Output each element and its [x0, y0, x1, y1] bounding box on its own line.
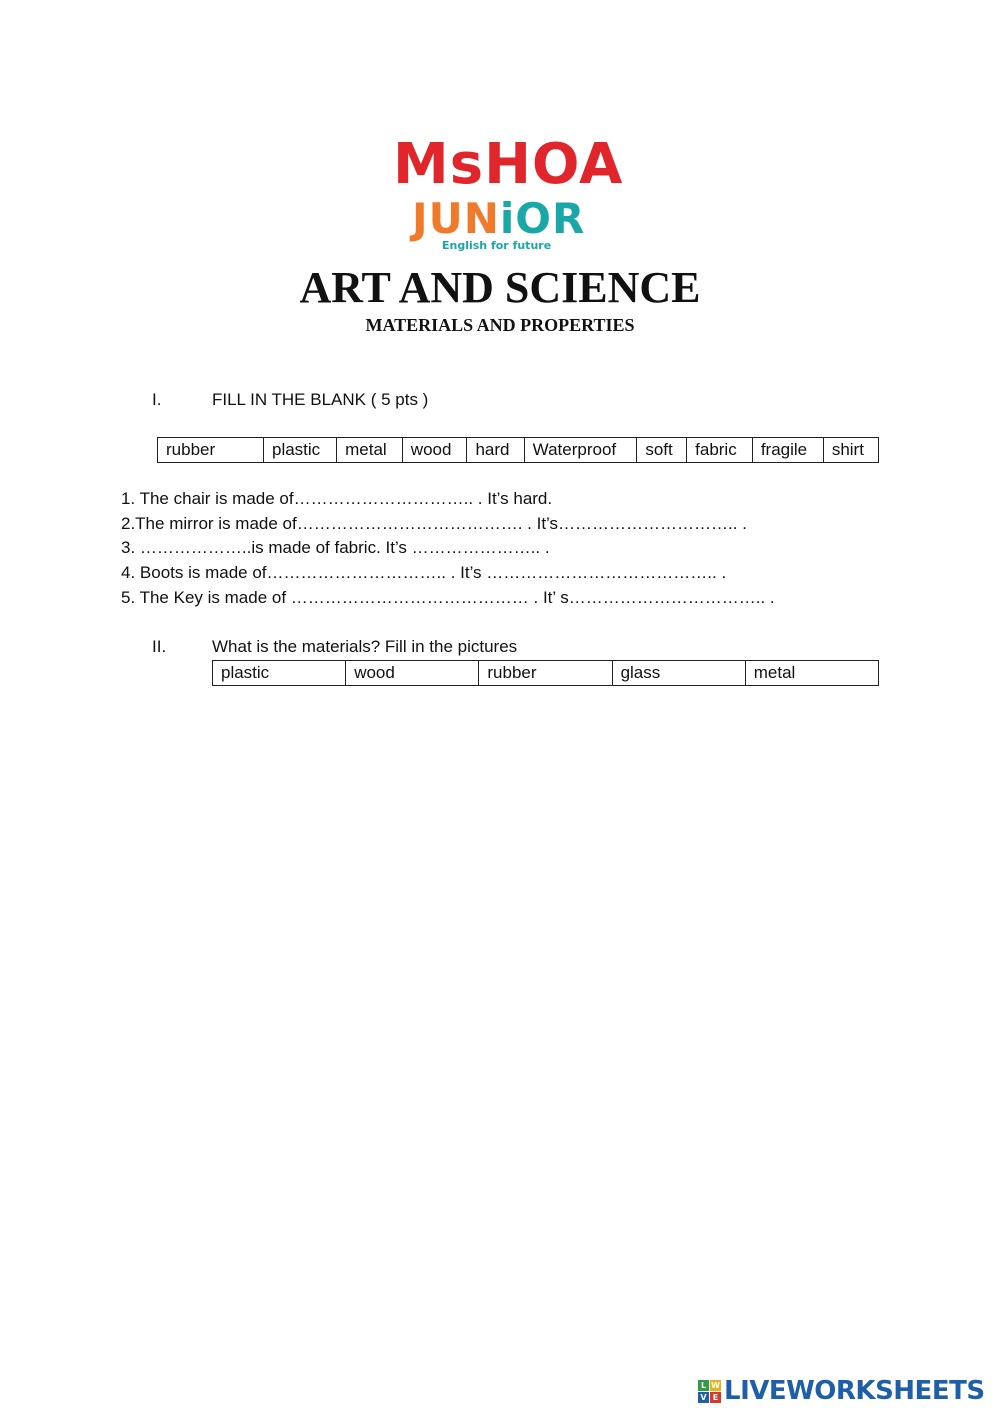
logo-hoa-text: HOA [484, 132, 624, 197]
section1-heading: FILL IN THE BLANK ( 5 pts ) [212, 390, 429, 409]
logo-junior-part2: iOR [499, 194, 586, 243]
word-bank-item: rubber [479, 661, 612, 686]
word-bank-item: plastic [213, 661, 346, 686]
word-bank-item: Waterproof [524, 438, 637, 463]
logo-grid-cell: E [710, 1392, 721, 1403]
page-subtitle: MATERIALS AND PROPERTIES [365, 315, 635, 335]
question-5: 5. The Key is made of …………………………………… . It’ s…………………………….. . [121, 588, 775, 607]
word-bank-item: wood [346, 661, 479, 686]
question-3: 3. ………………..is made of fabric. It’s ………………….. . [121, 538, 550, 557]
logo-grid-cell: W [711, 1380, 720, 1390]
word-bank-item: wood [402, 438, 467, 463]
section2-heading: What is the materials? Fill in the pictures [212, 637, 518, 656]
logo-junior [412, 196, 585, 242]
word-bank-item: fabric [687, 438, 753, 463]
question-2: 2.The mirror is made of…………………………………. . It’s………………………….. . [121, 514, 747, 533]
logo-mshoa [393, 132, 623, 198]
liveworksheets-text: LIVEWORKSHEETS [724, 1376, 985, 1406]
word-bank-item: metal [337, 438, 403, 463]
word-bank-item: hard [467, 438, 524, 463]
section1-number: I. [152, 390, 162, 409]
section2-number: II. [152, 637, 167, 656]
logo-grid-cell: L [698, 1380, 709, 1391]
section2-word-bank [212, 660, 879, 686]
page-title: ART AND SCIENCE [299, 263, 701, 312]
section1-word-bank [157, 437, 879, 463]
word-bank-item: plastic [264, 438, 337, 463]
question-1: 1. The chair is made of………………………….. . It’s hard. [121, 489, 553, 508]
word-bank-item: glass [612, 661, 745, 686]
liveworksheets-logo-icon [698, 1380, 721, 1403]
logo-ms-text: Ms [393, 132, 485, 197]
question-4: 4. Boots is made of………………………….. . It’s ………………………………….. . [121, 563, 727, 582]
word-bank-item: soft [637, 438, 687, 463]
logo-tagline: English for future [442, 239, 552, 252]
word-bank-item: metal [745, 661, 878, 686]
liveworksheets-brand [698, 1376, 985, 1410]
word-bank-item: shirt [823, 438, 878, 463]
word-bank-item: fragile [752, 438, 823, 463]
logo-junior-part1: JUN [412, 194, 500, 243]
logo-grid-cell: V [698, 1392, 709, 1403]
word-bank-item: rubber [158, 438, 264, 463]
